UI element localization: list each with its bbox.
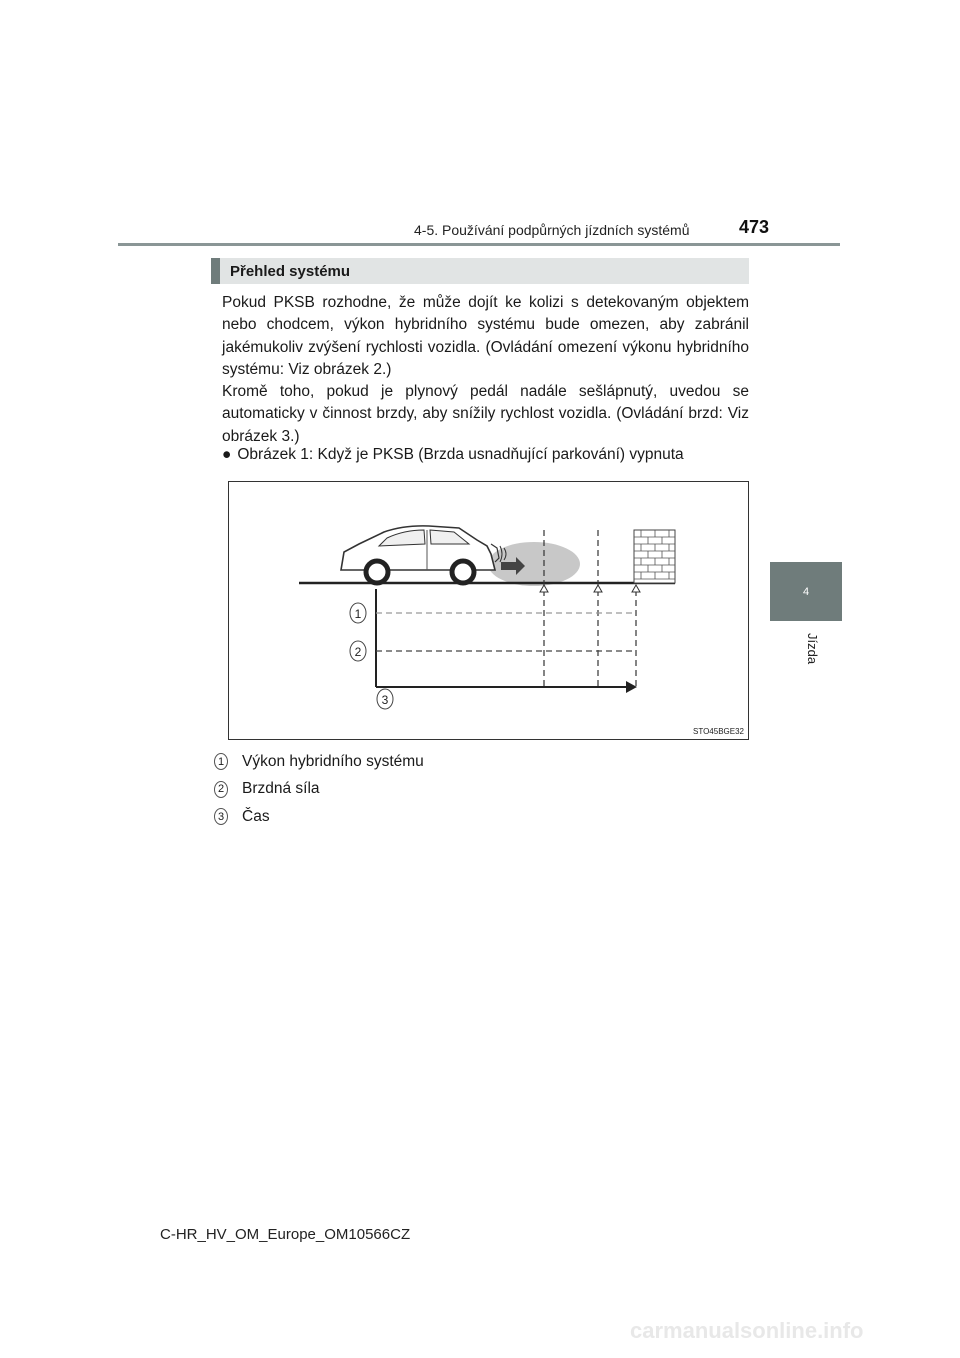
legend-label: Brzdná síla <box>242 780 320 798</box>
legend-label: Čas <box>242 807 270 825</box>
marker-triangle-icon <box>632 585 640 592</box>
legend-number: 2 <box>214 781 228 798</box>
figure-code: STO45BGE32 <box>693 727 744 736</box>
legend-number: 3 <box>214 808 228 825</box>
callout-number: 3 <box>381 693 389 707</box>
header-rule <box>118 243 840 246</box>
figure-diagram <box>228 481 749 740</box>
page-number: 473 <box>739 217 770 237</box>
legend-item <box>214 776 424 804</box>
legend-label: Výkon hybridního systému <box>242 752 424 770</box>
footer-doc-code: C-HR_HV_OM_Europe_OM10566CZ <box>160 1226 411 1243</box>
chapter-number: 4 <box>802 585 810 598</box>
chapter-tab[interactable] <box>770 562 842 621</box>
header-section-title: 4-5. Používání podpůrných jízdních systémů <box>414 222 690 238</box>
paragraph: Kromě toho, pokud je plynový pedál nadále sešlápnutý, uvedou se automaticky v činnost brzdy, aby snížily rychlost vozidla. (Ovládání brzd: Viz obrázek 3.) <box>222 383 749 445</box>
callout-number: 2 <box>354 645 362 659</box>
section-heading-text: Přehled systému <box>230 262 351 280</box>
car-wheel <box>366 561 388 583</box>
paragraph: Pokud PKSB rozhodne, že může dojít ke kolizi s detekovaným objektem nebo chodcem, výkon hybridního systému bude omezen, aby zabránil jakémukoliv zvýšení rychlosti vozidla. (Ovládání omezení výkonu hybridního systému: Viz obrázek 2.) <box>222 294 749 378</box>
bullet-dot-icon: ● <box>222 446 232 463</box>
callout-2 <box>350 641 366 661</box>
watermark: carmanualsonline.info <box>630 1318 864 1343</box>
bullet-text: Obrázek 1: Když je PKSB (Brzda usnadňující parkování) vypnuta <box>237 446 684 463</box>
bullet-item <box>222 444 752 466</box>
section-heading <box>211 258 749 284</box>
callout-number: 1 <box>354 607 362 621</box>
time-arrow-icon <box>626 681 637 693</box>
legend-number: 1 <box>214 753 228 770</box>
legend-item <box>214 803 424 831</box>
marker-triangle-icon <box>540 585 548 592</box>
callout-3 <box>377 689 393 709</box>
car-wheel <box>452 561 474 583</box>
chapter-label: Jízda <box>805 633 820 665</box>
figure-illustration <box>229 482 750 741</box>
callout-1 <box>350 603 366 623</box>
figure-legend <box>214 748 424 831</box>
legend-item <box>214 748 424 776</box>
marker-triangle-icon <box>594 585 602 592</box>
body-text <box>222 292 749 448</box>
